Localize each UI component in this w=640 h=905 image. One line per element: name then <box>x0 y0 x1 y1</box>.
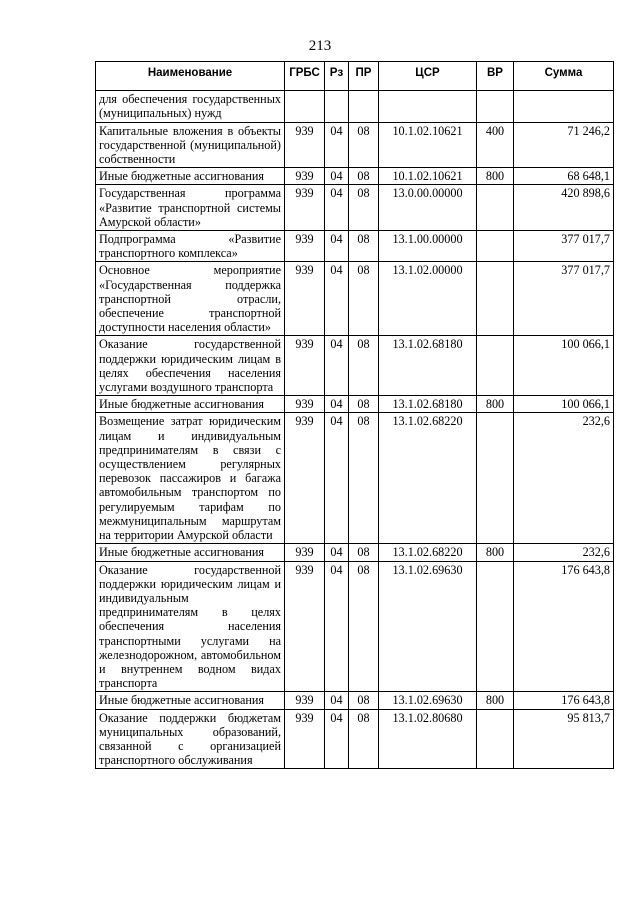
cell-sum: 377 017,7 <box>514 262 614 336</box>
column-header-rz: Рз <box>325 62 349 91</box>
cell-rz: 04 <box>325 413 349 544</box>
cell-sum: 176 643,8 <box>514 692 614 709</box>
cell-name: для обеспечения государственных (муниципальных) нужд <box>96 91 285 122</box>
cell-pr: 08 <box>349 396 379 413</box>
cell-sum: 100 066,1 <box>514 396 614 413</box>
cell-csr: 13.1.02.68180 <box>379 336 477 396</box>
cell-name: Оказание государственной поддержки юридическим лицам и индивидуальным предпринимателям в целях обеспечения населения транспортными услугами на железнодорожном, автомобильном и внутреннем водном видах транспорта <box>96 561 285 692</box>
column-header-vr: ВР <box>477 62 514 91</box>
cell-rz: 04 <box>325 336 349 396</box>
cell-rz <box>325 91 349 122</box>
cell-rz: 04 <box>325 544 349 561</box>
cell-csr: 13.1.02.80680 <box>379 709 477 769</box>
cell-rz: 04 <box>325 231 349 262</box>
cell-vr <box>477 413 514 544</box>
table-row <box>96 413 614 544</box>
table-row <box>96 336 614 396</box>
cell-sum: 232,6 <box>514 413 614 544</box>
table-row <box>96 185 614 231</box>
cell-rz: 04 <box>325 262 349 336</box>
cell-vr: 800 <box>477 692 514 709</box>
cell-csr: 13.0.00.00000 <box>379 185 477 231</box>
cell-name: Подпрограмма «Развитие транспортного комплекса» <box>96 231 285 262</box>
cell-rz: 04 <box>325 692 349 709</box>
table-row <box>96 709 614 769</box>
cell-csr: 13.1.02.00000 <box>379 262 477 336</box>
budget-table <box>95 61 614 769</box>
cell-pr: 08 <box>349 692 379 709</box>
cell-grbs: 939 <box>285 709 325 769</box>
table-row <box>96 168 614 185</box>
table-header-row <box>96 62 614 91</box>
cell-name: Государственная программа «Развитие транспортной системы Амурской области» <box>96 185 285 231</box>
cell-pr: 08 <box>349 122 379 168</box>
cell-sum <box>514 91 614 122</box>
cell-grbs: 939 <box>285 692 325 709</box>
cell-name: Оказание государственной поддержки юридическим лицам в целях обеспечения населения услугами воздушного транспорта <box>96 336 285 396</box>
cell-sum: 100 066,1 <box>514 336 614 396</box>
table-row <box>96 396 614 413</box>
table-row <box>96 91 614 122</box>
cell-csr: 13.1.02.68180 <box>379 396 477 413</box>
cell-sum: 232,6 <box>514 544 614 561</box>
cell-grbs: 939 <box>285 168 325 185</box>
cell-rz: 04 <box>325 185 349 231</box>
table-row <box>96 692 614 709</box>
table-row <box>96 262 614 336</box>
cell-name: Иные бюджетные ассигнования <box>96 168 285 185</box>
cell-csr <box>379 91 477 122</box>
cell-grbs: 939 <box>285 231 325 262</box>
cell-vr <box>477 262 514 336</box>
cell-sum: 68 648,1 <box>514 168 614 185</box>
cell-sum: 176 643,8 <box>514 561 614 692</box>
cell-sum: 420 898,6 <box>514 185 614 231</box>
cell-grbs: 939 <box>285 561 325 692</box>
cell-vr: 800 <box>477 396 514 413</box>
table-row <box>96 231 614 262</box>
cell-pr: 08 <box>349 561 379 692</box>
cell-name: Иные бюджетные ассигнования <box>96 692 285 709</box>
cell-pr: 08 <box>349 709 379 769</box>
cell-rz: 04 <box>325 396 349 413</box>
cell-sum: 95 813,7 <box>514 709 614 769</box>
cell-csr: 13.1.02.69630 <box>379 561 477 692</box>
cell-vr: 800 <box>477 544 514 561</box>
column-header-grbs: ГРБС <box>285 62 325 91</box>
cell-vr <box>477 185 514 231</box>
cell-grbs: 939 <box>285 262 325 336</box>
cell-vr <box>477 561 514 692</box>
cell-pr: 08 <box>349 262 379 336</box>
cell-name: Оказание поддержки бюджетам муниципальных образований, связанной с организацией транспортного обслуживания <box>96 709 285 769</box>
cell-grbs: 939 <box>285 185 325 231</box>
cell-csr: 10.1.02.10621 <box>379 168 477 185</box>
cell-sum: 377 017,7 <box>514 231 614 262</box>
cell-pr: 08 <box>349 168 379 185</box>
cell-csr: 13.1.02.68220 <box>379 413 477 544</box>
cell-pr: 08 <box>349 336 379 396</box>
cell-pr: 08 <box>349 185 379 231</box>
cell-rz: 04 <box>325 168 349 185</box>
cell-grbs: 939 <box>285 544 325 561</box>
cell-grbs: 939 <box>285 396 325 413</box>
cell-sum: 71 246,2 <box>514 122 614 168</box>
cell-csr: 13.1.02.69630 <box>379 692 477 709</box>
cell-name: Возмещение затрат юридическим лицам и индивидуальным предпринимателям в связи с осуществлением регулярных перевозок пассажиров и багажа автомобильным транспортом по регулируемым тарифам по межмуниципальным маршрутам на территории Амурской области <box>96 413 285 544</box>
cell-vr <box>477 709 514 769</box>
page-number: 213 <box>308 38 332 54</box>
cell-grbs: 939 <box>285 336 325 396</box>
cell-vr <box>477 91 514 122</box>
table-body <box>96 91 614 769</box>
table-row <box>96 561 614 692</box>
column-header-pr: ПР <box>349 62 379 91</box>
cell-rz: 04 <box>325 122 349 168</box>
cell-vr: 400 <box>477 122 514 168</box>
cell-csr: 13.1.00.00000 <box>379 231 477 262</box>
cell-vr <box>477 336 514 396</box>
column-header-csr: ЦСР <box>379 62 477 91</box>
cell-rz: 04 <box>325 709 349 769</box>
cell-vr: 800 <box>477 168 514 185</box>
cell-grbs <box>285 91 325 122</box>
table-row <box>96 544 614 561</box>
cell-name: Иные бюджетные ассигнования <box>96 544 285 561</box>
cell-grbs: 939 <box>285 413 325 544</box>
cell-name: Иные бюджетные ассигнования <box>96 396 285 413</box>
cell-pr: 08 <box>349 413 379 544</box>
column-header-name: Наименование <box>96 62 285 91</box>
cell-pr <box>349 91 379 122</box>
cell-vr <box>477 231 514 262</box>
column-header-sum: Сумма <box>514 62 614 91</box>
cell-pr: 08 <box>349 231 379 262</box>
cell-csr: 10.1.02.10621 <box>379 122 477 168</box>
cell-rz: 04 <box>325 561 349 692</box>
cell-name: Капитальные вложения в объекты государственной (муниципальной) собственности <box>96 122 285 168</box>
cell-name: Основное мероприятие «Государственная поддержка транспортной отрасли, обеспечение транспортной доступности населения области» <box>96 262 285 336</box>
cell-grbs: 939 <box>285 122 325 168</box>
table-row <box>96 122 614 168</box>
cell-pr: 08 <box>349 544 379 561</box>
cell-csr: 13.1.02.68220 <box>379 544 477 561</box>
